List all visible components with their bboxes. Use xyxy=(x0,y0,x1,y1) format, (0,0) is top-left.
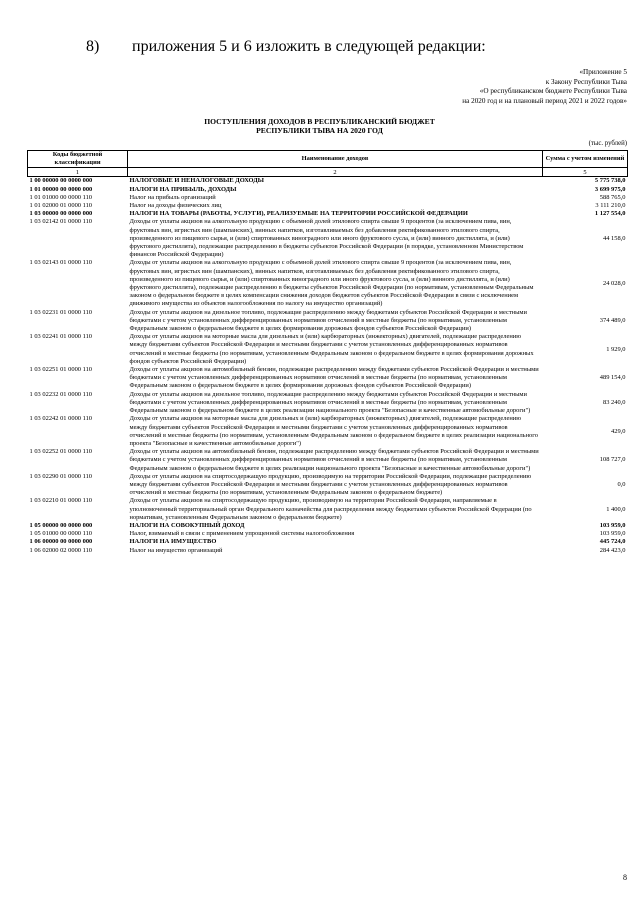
approval-line: к Закону Республики Тыва xyxy=(545,77,627,86)
row-amount: 3 111 210,0 xyxy=(595,202,626,210)
row-amount: 588 765,0 xyxy=(599,193,626,201)
row-code: 1 03 02210 01 0000 110 xyxy=(29,497,93,505)
row-code: 1 03 00000 00 0000 000 xyxy=(29,210,93,218)
row-code: 1 03 02252 01 0000 110 xyxy=(29,448,93,456)
row-name: Доходы от уплаты акцизов на алкогольную продукцию с объемной долей этилового спирта свыше 9 процентов (за исключением пива, вин, фруктовых вин, игристых вин (шампанских), винных напитков, изготавливаемых без добавления ректификованного этилового спирта, произведенного из пищевого сырья, и (или) спиртованных виноградного или иного фруктового сусла, и (или) винного дистиллята, и (или) фруктового дистиллята), подлежащие распределению в бюджеты субъектов Российской Федерации (в порядке, установленном Министерством финансов Российской Федерации) xyxy=(129,218,524,259)
row-name: НАЛОГИ НА ПРИБЫЛЬ, ДОХОДЫ xyxy=(129,185,237,193)
approval-note xyxy=(462,68,627,106)
row-name: Доходы от уплаты акцизов на спиртосодержащую продукцию, производимую на территории Российской Федерации, подлежащие распределению между бюджетами субъектов Российской Федерации и местными бюджетами с учетом установленных дифференцированных нормативов отчислений в местные бюджеты (по нормативам, установленным Федеральным законом о федеральном бюджете) xyxy=(129,472,532,497)
approval-line: «Приложение 5 xyxy=(579,68,627,76)
row-code: 1 06 02000 02 0000 110 xyxy=(29,546,93,554)
row-amount: 83 240,0 xyxy=(602,398,626,406)
row-amount: 0,0 xyxy=(617,480,626,488)
row-amount: 489 154,0 xyxy=(599,374,626,382)
row-amount: 103 959,0 xyxy=(599,521,626,529)
row-name: Доходы от уплаты акцизов на алкогольную продукцию с объемной долей этилового спирта свыше 9 процентов (за исключением пива, вин, фруктовых вин, игристых вин (шампанских), винных напитков, изготавливаемых без добавления ректификованного этилового спирта, произведенного из пищевого сырья, и (или) спиртованных виноградного или иного фруктового сусла, и (или) винного дистиллята, и (или) фруктового дистиллята), подлежащие распределению в бюджеты субъектов Российской Федерации (по нормативам, установленным Федеральным законом о федеральном бюджете в целях компенсации снижения доходов бюджетов субъектов Российской Федерации в связи с исключением движимого имущества из объектов налогообложения по налогу на имущество организаций) xyxy=(129,259,534,308)
row-name: Налог на имущество организаций xyxy=(129,546,223,554)
approval-line: на 2020 год и на плановый период 2021 и 2022 годов» xyxy=(462,96,627,105)
table-row xyxy=(28,415,628,448)
row-code: 1 03 02241 01 0000 110 xyxy=(29,333,93,341)
row-amount: 5 775 738,0 xyxy=(594,177,626,185)
table-row xyxy=(28,538,628,546)
header-name: Наименование доходов xyxy=(128,151,543,168)
row-name: Доходы от уплаты акцизов на дизельное топливо, подлежащие распределению между бюджетами субъектов Российской Федерации и местными бюджетами с учетом установленных дифференцированных нормативов отчислений в местные бюджеты (по нормативам, установленным Федеральным законом о федеральном бюджете в целях формирования дорожных фондов субъектов Российской Федерации) xyxy=(129,308,527,333)
row-name: Доходы от уплаты акцизов на автомобильный бензин, подлежащие распределению между бюджетами субъектов Российской Федерации и местными бюджетами с учетом установленных дифференцированных нормативов отчислений в местные бюджеты (по нормативам, установленным Федеральным законом о федеральном бюджете в целях реализации национального проекта "Безопасные и качественные автомобильные дороги") xyxy=(129,448,539,472)
table-row xyxy=(28,194,628,202)
table-row xyxy=(28,448,628,473)
row-code: 1 01 00000 00 0000 000 xyxy=(29,185,93,193)
row-amount: 1 400,0 xyxy=(606,505,626,513)
row-amount: 374 489,0 xyxy=(599,316,626,324)
row-amount: 3 699 975,0 xyxy=(594,185,626,193)
row-amount: 103 959,0 xyxy=(599,530,626,538)
row-code: 1 03 02290 01 0000 110 xyxy=(29,472,93,480)
units-label: (тыс. рублей) xyxy=(588,140,627,147)
table-body xyxy=(28,177,628,555)
row-code: 1 03 02142 01 0000 110 xyxy=(29,218,93,226)
row-code: 1 06 00000 00 0000 000 xyxy=(29,538,93,546)
title-line: РЕСПУБЛИКИ ТЫВА НА 2020 ГОД xyxy=(256,126,383,136)
revenue-table xyxy=(27,150,628,555)
table-row xyxy=(28,186,628,194)
row-amount: 24 028,0 xyxy=(602,279,626,287)
row-code: 1 05 01000 00 0000 110 xyxy=(29,530,93,538)
row-amount: 44 158,0 xyxy=(602,234,626,242)
row-code: 1 01 01000 00 0000 110 xyxy=(29,193,93,201)
row-amount: 429,0 xyxy=(611,427,626,435)
table-row xyxy=(28,218,628,259)
row-name: Налог на прибыль организаций xyxy=(129,193,216,201)
table-row xyxy=(28,547,628,555)
column-number-row xyxy=(28,168,628,177)
page-number: 8 xyxy=(623,873,627,882)
row-amount: 108 727,0 xyxy=(599,456,626,464)
row-name: Доходы от уплаты акцизов на дизельное топливо, подлежащие распределению между бюджетами субъектов Российской Федерации и местными бюджетами с учетом установленных дифференцированных нормативов отчислений в местные бюджеты (по нормативам, установленным Федеральным законом о федеральном бюджете в целях реализации национального проекта "Безопасные и качественные автомобильные дороги") xyxy=(129,390,531,415)
row-amount: 284 423,0 xyxy=(599,546,626,554)
row-name: НАЛОГОВЫЕ И НЕНАЛОГОВЫЕ ДОХОДЫ xyxy=(129,177,264,185)
table-header-row xyxy=(28,151,628,168)
document-title xyxy=(0,117,639,136)
table-row xyxy=(28,530,628,538)
row-name: Доходы от уплаты акцизов на моторные масла для дизельных и (или) карбюраторных (инжекторных) двигателей, подлежащие распределению между бюджетами субъектов Российской Федерации и местными бюджетами с учетом установленных дифференцированных нормативов отчислений в местные бюджеты (по нормативам, установленным Федеральным законом о федеральном бюджете в целях формирования дорожных фондов субъектов Российской Федерации) xyxy=(129,333,534,365)
table-row xyxy=(28,259,628,308)
column-number: 1 xyxy=(28,168,128,177)
column-number: 2 xyxy=(128,168,543,177)
table-row xyxy=(28,210,628,218)
header-code: Коды бюджетной классификации xyxy=(28,151,128,168)
approval-line: «О республиканском бюджете Республики Тыва xyxy=(479,87,627,96)
row-code: 1 03 02242 01 0000 110 xyxy=(29,415,93,423)
row-code: 1 03 02232 01 0000 110 xyxy=(29,390,93,398)
row-amount: 1 929,0 xyxy=(606,345,626,353)
row-name: Доходы от уплаты акцизов на автомобильный бензин, подлежащие распределению между бюджетами субъектов Российской Федерации и местными бюджетами с учетом установленных дифференцированных нормативов отчислений в местные бюджеты (по нормативам, установленным Федеральным законом о федеральном бюджете в целях формирования дорожных фондов субъектов Российской Федерации) xyxy=(129,366,539,390)
table-row xyxy=(28,366,628,391)
row-code: 1 05 00000 00 0000 000 xyxy=(29,521,93,529)
row-code: 1 00 00000 00 0000 000 xyxy=(29,177,93,185)
table-row xyxy=(28,473,628,498)
row-amount: 1 127 554,0 xyxy=(594,210,626,218)
row-code: 1 03 02231 01 0000 110 xyxy=(29,308,93,316)
row-amount: 445 724,0 xyxy=(599,538,626,546)
table-row xyxy=(28,177,628,186)
column-number: 5 xyxy=(543,168,628,177)
header-amount: Сумма с учетом изменений xyxy=(543,151,628,168)
row-code: 1 01 02000 01 0000 110 xyxy=(29,202,93,210)
row-code: 1 03 02143 01 0000 110 xyxy=(29,259,93,267)
row-name: Доходы от уплаты акцизов на моторные масла для дизельных и (или) карбюраторных (инжекторных) двигателей, подлежащие распределению между бюджетами субъектов Российской Федерации и местными бюджетами с учетом установленных дифференцированных нормативов отчислений в местные бюджеты (по нормативам, установленным Федеральным законом о федеральном бюджете в целях реализации национального проекта "Безопасные и качественные автомобильные дороги") xyxy=(129,415,538,447)
intro-line xyxy=(86,38,486,56)
table-row xyxy=(28,497,628,522)
table-row xyxy=(28,522,628,530)
row-name: Налог, взимаемый в связи с применением упрощенной системы налогообложения xyxy=(129,530,355,538)
row-name: Доходы от уплаты акцизов на спиртосодержащую продукцию, производимую на территории Российской Федерации, направляемые в уполномоченный территориальный орган Федерального казначейства для распределения между бюджетами субъектов Российской Федерации (по нормативам, установленным Федеральным законом о федеральном бюджете) xyxy=(129,497,532,521)
table-row xyxy=(28,333,628,366)
row-code: 1 03 02251 01 0000 110 xyxy=(29,366,93,374)
table-row xyxy=(28,309,628,334)
row-name: Налог на доходы физических лиц xyxy=(129,202,222,210)
title-line: ПОСТУПЛЕНИЯ ДОХОДОВ В РЕСПУБЛИКАНСКИЙ БЮДЖЕТ xyxy=(204,117,435,126)
intro-text: приложения 5 и 6 изложить в следующей редакции: xyxy=(132,38,486,55)
row-name: НАЛОГИ НА ИМУЩЕСТВО xyxy=(129,538,217,546)
table-row xyxy=(28,391,628,416)
intro-number: 8) xyxy=(86,38,100,55)
row-name: НАЛОГИ НА ТОВАРЫ (РАБОТЫ, УСЛУГИ), РЕАЛИЗУЕМЫЕ НА ТЕРРИТОРИИ РОССИЙСКОЙ ФЕДЕРАЦИИ xyxy=(129,210,468,218)
row-name: НАЛОГИ НА СОВОКУПНЫЙ ДОХОД xyxy=(129,521,245,529)
table-row xyxy=(28,202,628,210)
